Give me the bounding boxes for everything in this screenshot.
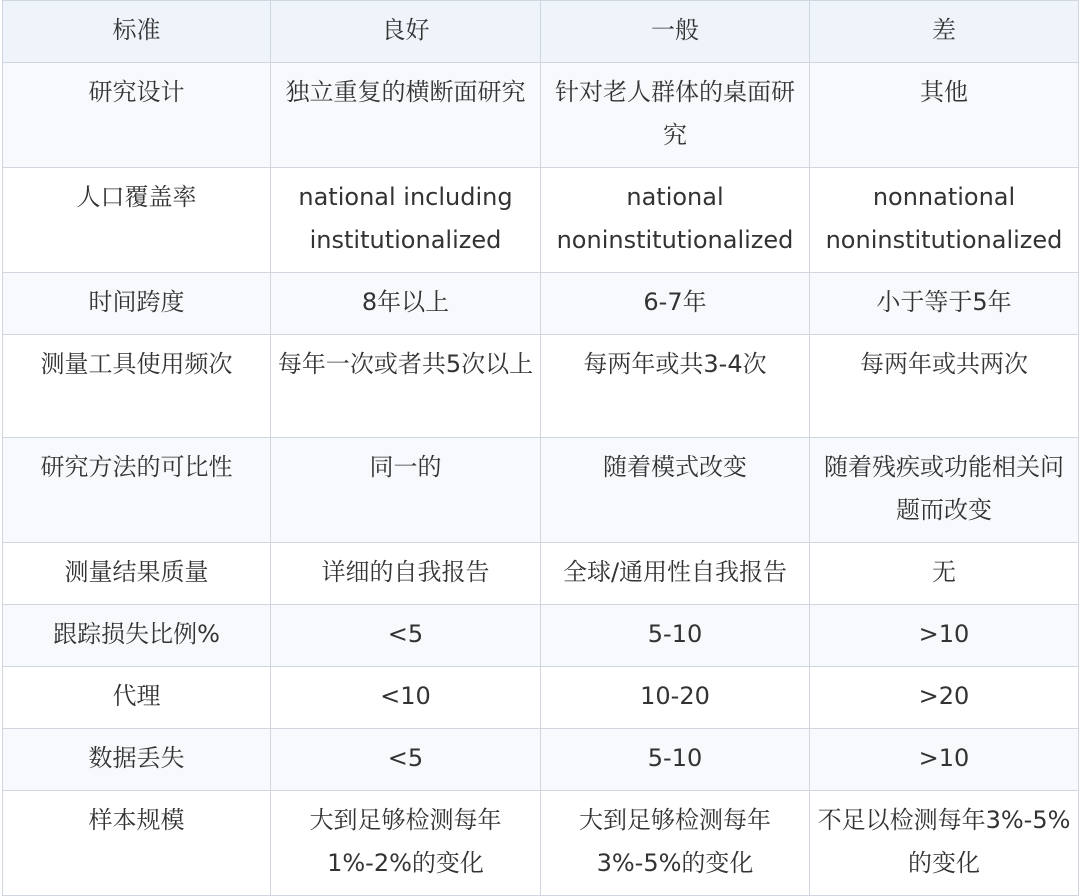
cell-fair: 全球/通用性自我报告	[541, 543, 810, 605]
header-cell-criteria: 标准	[3, 1, 271, 63]
cell-poor: >10	[810, 729, 1079, 791]
table-row	[3, 335, 1079, 438]
table-row	[3, 273, 1079, 335]
header-cell-good: 良好	[271, 1, 541, 63]
cell-fair: 5-10	[541, 729, 810, 791]
cell-good: 8年以上	[271, 273, 541, 335]
row-label: 数据丢失	[3, 729, 271, 791]
cell-poor: 随着残疾或功能相关问题而改变	[810, 438, 1079, 543]
table-row	[3, 791, 1079, 896]
cell-fair: 10-20	[541, 667, 810, 729]
cell-poor: 无	[810, 543, 1079, 605]
cell-poor: >20	[810, 667, 1079, 729]
table-row	[3, 438, 1079, 543]
row-label: 跟踪损失比例%	[3, 605, 271, 667]
row-label: 研究方法的可比性	[3, 438, 271, 543]
row-label: 时间跨度	[3, 273, 271, 335]
cell-poor: 小于等于5年	[810, 273, 1079, 335]
cell-poor: nonnational noninstitutionalized	[810, 168, 1079, 273]
cell-fair: 5-10	[541, 605, 810, 667]
table-row	[3, 543, 1079, 605]
cell-good: 同一的	[271, 438, 541, 543]
cell-good: 独立重复的横断面研究	[271, 63, 541, 168]
cell-fair: national noninstitutionalized	[541, 168, 810, 273]
table-row	[3, 168, 1079, 273]
row-label: 测量工具使用频次	[3, 335, 271, 438]
table-row	[3, 729, 1079, 791]
table-row	[3, 667, 1079, 729]
cell-fair: 随着模式改变	[541, 438, 810, 543]
criteria-table	[2, 0, 1079, 896]
cell-poor: 每两年或共两次	[810, 335, 1079, 438]
table-row	[3, 63, 1079, 168]
header-row	[3, 1, 1079, 63]
row-label: 测量结果质量	[3, 543, 271, 605]
cell-good: <5	[271, 605, 541, 667]
cell-good: 大到足够检测每年1%-2%的变化	[271, 791, 541, 896]
cell-fair: 大到足够检测每年3%-5%的变化	[541, 791, 810, 896]
row-label: 样本规模	[3, 791, 271, 896]
cell-fair: 6-7年	[541, 273, 810, 335]
row-label: 人口覆盖率	[3, 168, 271, 273]
cell-good: <10	[271, 667, 541, 729]
cell-good: <5	[271, 729, 541, 791]
header-cell-poor: 差	[810, 1, 1079, 63]
cell-poor: >10	[810, 605, 1079, 667]
header-cell-fair: 一般	[541, 1, 810, 63]
cell-good: national including institutionalized	[271, 168, 541, 273]
cell-fair: 每两年或共3-4次	[541, 335, 810, 438]
cell-fair: 针对老人群体的桌面研究	[541, 63, 810, 168]
cell-poor: 不足以检测每年3%-5%的变化	[810, 791, 1079, 896]
cell-poor: 其他	[810, 63, 1079, 168]
cell-good: 详细的自我报告	[271, 543, 541, 605]
table-row	[3, 605, 1079, 667]
cell-good: 每年一次或者共5次以上	[271, 335, 541, 438]
row-label: 研究设计	[3, 63, 271, 168]
row-label: 代理	[3, 667, 271, 729]
